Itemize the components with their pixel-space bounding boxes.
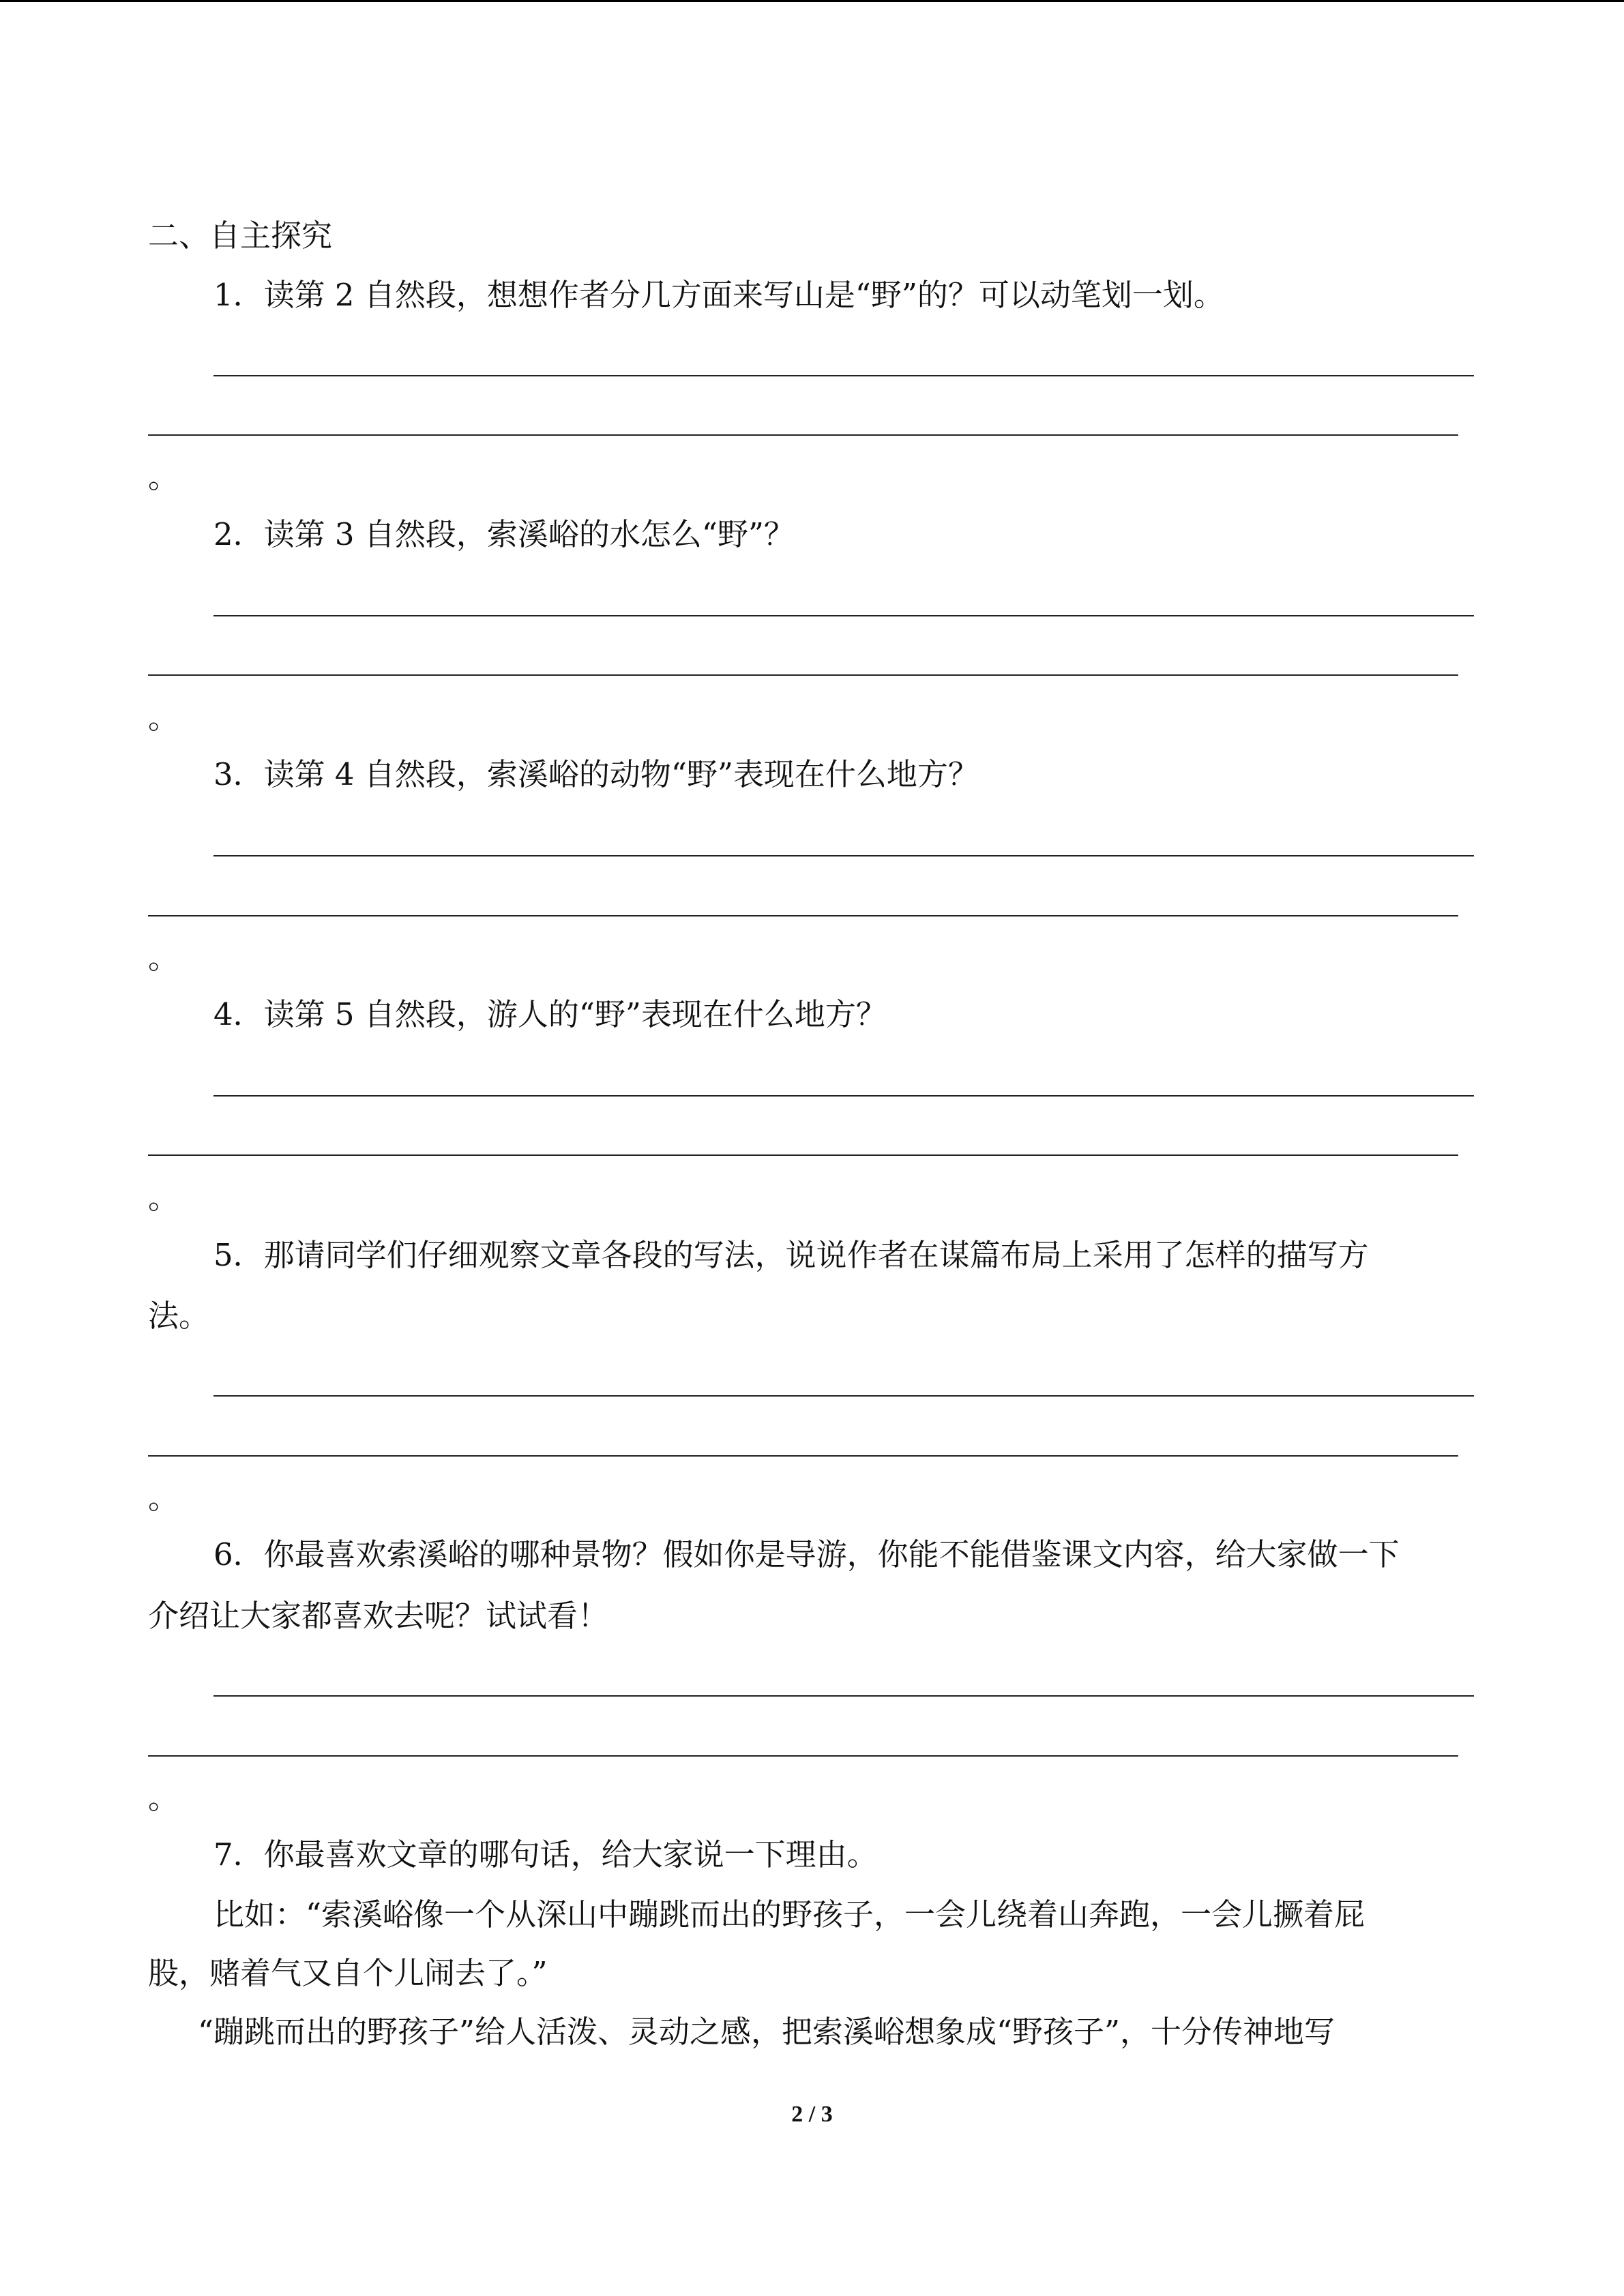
example-line-3: “蹦跳而出的野孩子”给人活泼、灵动之感，把索溪峪想象成“野孩子”，十分传神地写 <box>198 2014 1335 2050</box>
section-title: 二、自主探究 <box>148 218 333 254</box>
answer-line-6b[interactable] <box>148 1755 1458 1757</box>
answer-end-mark-3: 。 <box>148 940 179 976</box>
question-7: 7．你最喜欢文章的哪句话，给大家说一下理由。 <box>213 1836 878 1873</box>
example-line-2: 股，赌着气又自个儿闹去了。” <box>148 1955 548 1991</box>
question-1: 1．读第 2 自然段，想想作者分几方面来写山是“野”的？可以动笔划一划。 <box>213 277 1224 313</box>
answer-line-4b[interactable] <box>148 1154 1458 1156</box>
page-top-border <box>0 0 1624 2</box>
answer-end-mark-6: 。 <box>148 1780 179 1816</box>
question-5-line-1: 5．那请同学们仔细观察文章各段的写法，说说作者在谋篇布局上采用了怎样的描写方 <box>213 1237 1369 1273</box>
question-5-line-2: 法。 <box>148 1298 210 1334</box>
answer-line-6a[interactable] <box>213 1695 1474 1697</box>
answer-line-2b[interactable] <box>148 674 1458 676</box>
question-6-line-1: 6．你最喜欢索溪峪的哪种景物？假如你是导游，你能不能借鉴课文内容，给大家做一下 <box>213 1536 1400 1572</box>
answer-line-5a[interactable] <box>213 1395 1474 1397</box>
answer-end-mark-2: 。 <box>148 700 179 736</box>
answer-line-1a[interactable] <box>213 375 1474 376</box>
answer-end-mark-5: 。 <box>148 1480 179 1516</box>
answer-line-5b[interactable] <box>148 1455 1458 1457</box>
example-line-1: 比如：“索溪峪像一个从深山中蹦跳而出的野孩子，一会儿绕着山奔跑，一会儿撅着屁 <box>213 1896 1365 1933</box>
page-number: 2 / 3 <box>791 2102 833 2127</box>
question-3: 3．读第 4 自然段，索溪峪的动物“野”表现在什么地方？ <box>213 756 979 792</box>
answer-line-4a[interactable] <box>213 1095 1474 1097</box>
answer-line-1b[interactable] <box>148 434 1458 436</box>
answer-end-mark-4: 。 <box>148 1180 179 1216</box>
answer-line-2a[interactable] <box>213 615 1474 616</box>
answer-end-mark-1: 。 <box>148 459 179 495</box>
answer-line-3a[interactable] <box>213 855 1474 856</box>
question-6-line-2: 介绍让大家都喜欢去呢？试试看！ <box>148 1598 609 1634</box>
answer-line-3b[interactable] <box>148 915 1458 916</box>
question-4: 4．读第 5 自然段，游人的“野”表现在什么地方？ <box>213 996 887 1032</box>
question-2: 2．读第 3 自然段，索溪峪的水怎么“野”？ <box>213 516 795 552</box>
